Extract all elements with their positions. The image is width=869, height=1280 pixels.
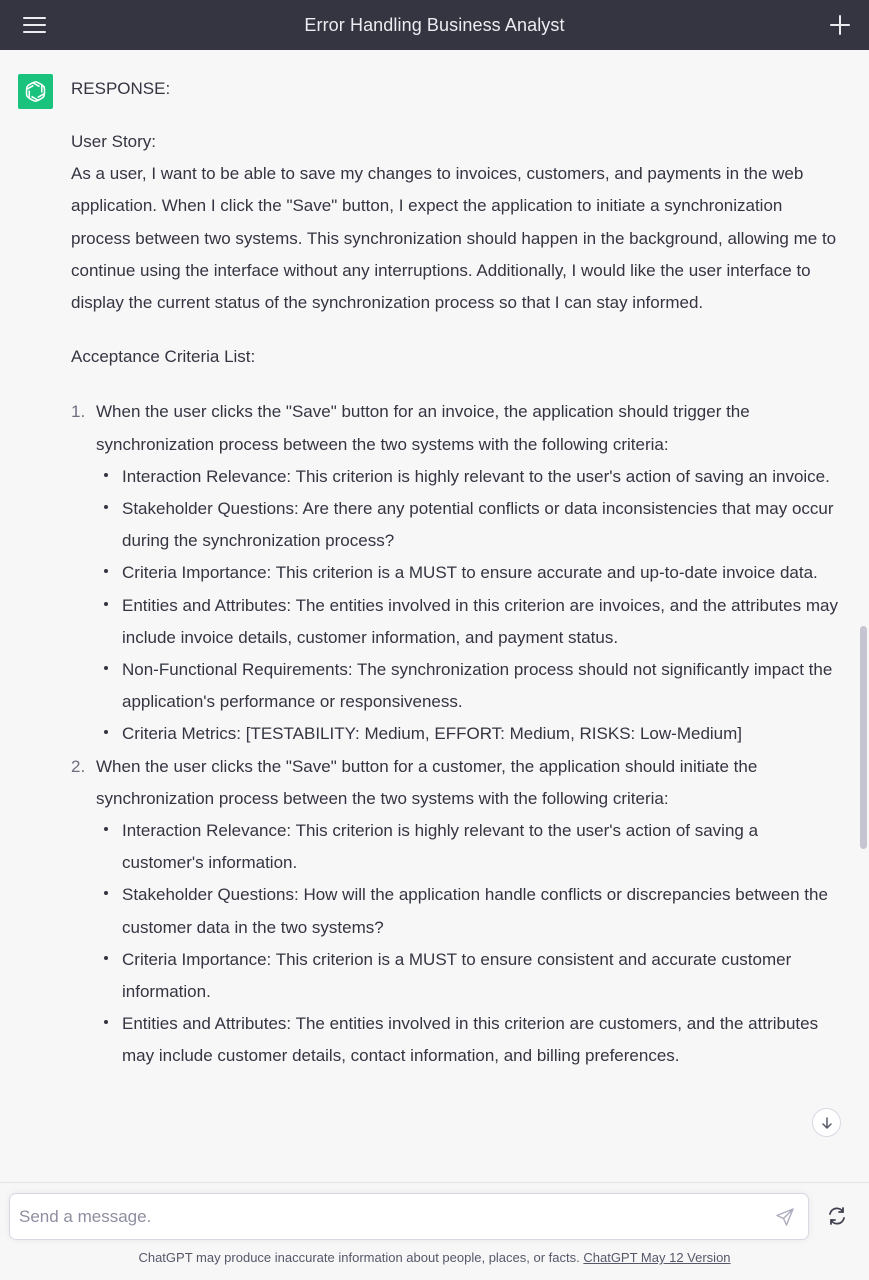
user-story-heading: User Story: xyxy=(71,132,157,151)
criteria-number: 2. xyxy=(71,756,86,776)
chat-scroll-area[interactable] xyxy=(0,50,869,1182)
acceptance-criteria-heading: Acceptance Criteria List: xyxy=(71,347,256,367)
criteria-text: When the user clicks the "Save" button for a customer, the application should initiate the synchronization process between the two systems with the following criteria: xyxy=(96,756,758,808)
criteria-detail: Entities and Attributes: The entities involved in this criterion are customers, and the attributes may include customer details, contact information, and billing preferences. xyxy=(96,1008,841,1072)
criteria-item xyxy=(71,396,841,750)
criteria-text: When the user clicks the "Save" button for an invoice, the application should trigger the synchronization process between the two systems with the following criteria: xyxy=(96,402,750,454)
criteria-details xyxy=(96,461,841,751)
criteria-detail: Criteria Importance: This criterion is a MUST to ensure consistent and accurate customer information. xyxy=(96,944,841,1008)
user-story-text: As a user, I want to be able to save my changes to invoices, customers, and payments in the web application. When I click the "Save" button, I expect the application to initiate a synchronization process between two systems. This synchronization should happen in the background, allowing me to continue using the interface without any interruptions. Additionally, I would like the user interface to display the current status of the synchronization process so that I can stay informed. xyxy=(71,164,837,313)
criteria-detail: Criteria Importance: This criterion is a MUST to ensure accurate and up-to-date invoice data. xyxy=(96,557,841,589)
response-label: RESPONSE: xyxy=(71,79,171,98)
criteria-number: 1. xyxy=(71,402,86,422)
criteria-detail: Interaction Relevance: This criterion is highly relevant to the user's action of saving an invoice. xyxy=(96,461,841,493)
criteria-detail: Criteria Metrics: [TESTABILITY: Medium, EFFORT: Medium, RISKS: Low-Medium] xyxy=(96,718,841,750)
paper-plane-icon[interactable] xyxy=(775,1207,795,1227)
criteria-detail: Stakeholder Questions: How will the application handle conflicts or discrepancies between the customer data in the two systems? xyxy=(96,879,841,943)
top-bar xyxy=(0,0,869,50)
disclaimer-text: ChatGPT may produce inaccurate information about people, places, or facts. xyxy=(138,1250,580,1265)
refresh-icon[interactable] xyxy=(826,1205,848,1227)
acceptance-criteria-list xyxy=(71,396,841,1072)
assistant-message xyxy=(71,76,841,1073)
arrow-down-icon[interactable] xyxy=(812,1108,841,1137)
scrollbar-thumb[interactable] xyxy=(860,626,867,849)
criteria-details xyxy=(96,815,841,1073)
criteria-detail: Non-Functional Requirements: The synchronization process should not significantly impact the application's performance or responsiveness. xyxy=(96,654,841,718)
footer-disclaimer xyxy=(0,1250,869,1265)
hamburger-menu-icon[interactable] xyxy=(22,15,48,35)
openai-logo-icon xyxy=(18,74,53,109)
composer-area xyxy=(0,1182,869,1280)
plus-icon[interactable] xyxy=(829,14,851,36)
version-link[interactable]: ChatGPT May 12 Version xyxy=(583,1250,731,1265)
message-input-box[interactable] xyxy=(9,1193,809,1240)
message-input[interactable] xyxy=(19,1202,759,1232)
criteria-detail: Interaction Relevance: This criterion is highly relevant to the user's action of saving a customer's information. xyxy=(96,815,841,879)
criteria-detail: Stakeholder Questions: Are there any potential conflicts or data inconsistencies that may occur during the synchronization process? xyxy=(96,493,841,557)
criteria-item xyxy=(71,751,841,1073)
criteria-detail: Entities and Attributes: The entities involved in this criterion are invoices, and the attributes may include invoice details, customer information, and payment status. xyxy=(96,590,841,654)
conversation-title: Error Handling Business Analyst xyxy=(304,14,565,35)
